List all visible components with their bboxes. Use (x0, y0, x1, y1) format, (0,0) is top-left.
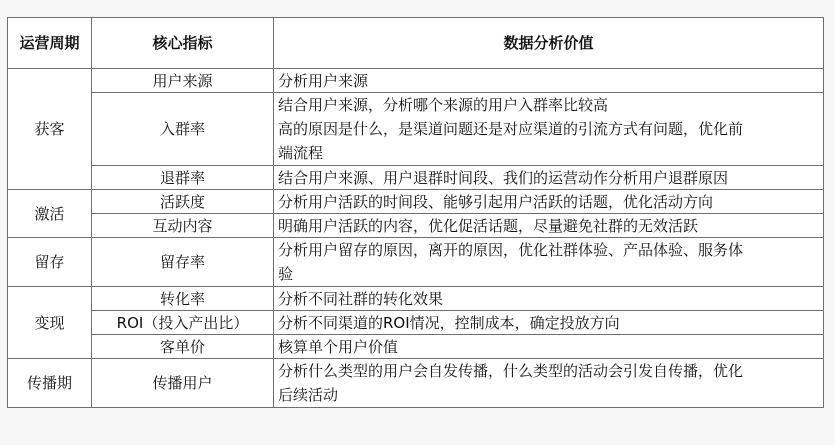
value-cell (274, 311, 824, 335)
table-row (8, 93, 824, 166)
table-row (8, 359, 824, 408)
metric-cell: ROI（投入产出比） (92, 311, 274, 335)
value-cell (274, 166, 824, 190)
value-cell (274, 190, 824, 214)
stage-cell: 变现 (8, 287, 92, 359)
value-line: 分析什么类型的用户会自发传播，什么类型的活动会引发自传播，优化 (278, 362, 744, 380)
stage-cell: 留存 (8, 238, 92, 287)
metric-cell: 留存率 (92, 238, 274, 287)
table-row (8, 69, 824, 93)
metric-cell: 互动内容 (92, 214, 274, 238)
value-cell (274, 287, 824, 311)
value-cell (274, 214, 824, 238)
value-line: 分析用户留存的原因，离开的原因，优化社群体验、产品体验、服务体 (278, 241, 744, 259)
metric-cell: 转化率 (92, 287, 274, 311)
value-line: 验 (278, 265, 294, 283)
value-line: 分析用户活跃的时间段、能够引起用户活跃的话题，优化活动方向 (278, 192, 714, 211)
metric-cell: 退群率 (92, 166, 274, 190)
value-cell (274, 69, 824, 93)
stage-cell: 获客 (8, 69, 92, 190)
metric-cell: 用户来源 (92, 69, 274, 93)
table-row (8, 238, 824, 287)
metric-cell: 活跃度 (92, 190, 274, 214)
table-row (8, 311, 824, 335)
metric-cell: 传播用户 (92, 359, 274, 408)
header-metric: 核心指标 (92, 18, 274, 69)
header-row (8, 18, 824, 69)
table-row (8, 166, 824, 190)
table-row (8, 190, 824, 214)
header-stage: 运营周期 (8, 18, 92, 69)
value-line: 分析不同社群的转化效果 (278, 289, 444, 308)
metric-cell: 客单价 (92, 335, 274, 359)
value-line: 明确用户活跃的内容，优化促活话题，尽量避免社群的无效活跃 (278, 216, 699, 235)
value-line: 高的原因是什么，是渠道问题还是对应渠道的引流方式有问题，优化前 (278, 120, 744, 138)
stage-cell: 传播期 (8, 359, 92, 408)
value-line: 核算单个用户价值 (278, 337, 399, 356)
value-cell (274, 93, 824, 166)
value-cell (274, 335, 824, 359)
value-line: 后续活动 (278, 386, 339, 404)
value-line: 端流程 (278, 144, 324, 162)
value-line: 分析不同渠道的ROI情况，控制成本，确定投放方向 (278, 313, 620, 332)
metrics-table (7, 17, 824, 408)
stage-cell: 激活 (8, 190, 92, 238)
table-row (8, 214, 824, 238)
value-line: 结合用户来源，分析哪个来源的用户入群率比较高 (278, 96, 609, 114)
table-row (8, 335, 824, 359)
value-cell (274, 359, 824, 408)
value-line: 结合用户来源、用户退群时间段、我们的运营动作分析用户退群原因 (278, 168, 729, 187)
table-row (8, 287, 824, 311)
header-value: 数据分析价值 (274, 18, 824, 69)
value-cell (274, 238, 824, 287)
metric-cell: 入群率 (92, 93, 274, 166)
value-line: 分析用户来源 (278, 71, 369, 90)
